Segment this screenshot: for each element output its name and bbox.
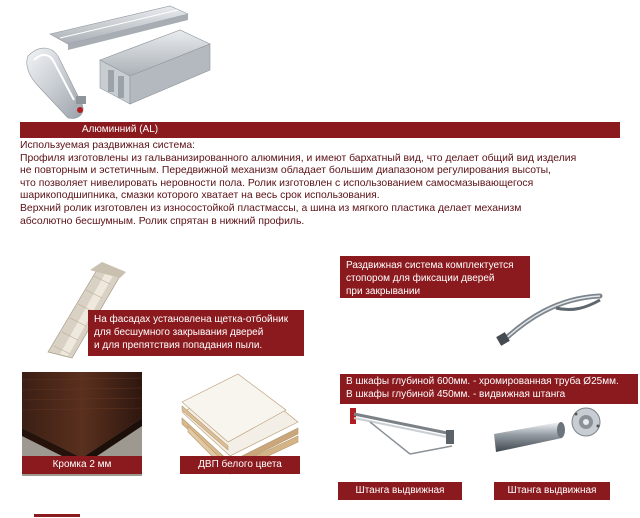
profile-description	[20, 140, 620, 228]
product-caption-rod-1: Штанга выдвижная	[338, 482, 462, 500]
brush-callout-line: для бесшумного закрывания дверей	[94, 327, 264, 338]
decorative-divider	[34, 514, 80, 517]
intro-line: не повторным и эстетичным. Передвижной механизм обладает большим диапазоном регулирования высоты,	[20, 165, 551, 177]
stopper-callout-line: при закрывании	[346, 286, 421, 297]
intro-line: шарикоподшипника, смазки которого хватает на весь срок использования.	[20, 190, 380, 202]
intro-line: Используемая раздвижная система:	[20, 140, 196, 151]
stopper-callout-line: стопором для фиксации дверей	[346, 273, 495, 284]
intro-line: Профиля изготовлены из гальванизированного алюминия, и имеют бархатный вид, что делает общий вид изделия	[20, 152, 577, 164]
brush-callout-line: На фасадах установлена щетка-отбойник	[94, 314, 289, 325]
intro-line: что позволяет нивелировать неровности пола. Ролик изготовлен с использованием самосмазывающегося	[20, 177, 534, 189]
stopper-image	[496, 290, 608, 346]
product-caption-edge: Кромка 2 мм	[22, 456, 142, 474]
pullout-rod-image	[340, 404, 464, 460]
intro-line: абсолютно бесшумным. Ролик спрятан в нижний профиль.	[20, 215, 305, 227]
rod-callout-line: В шкафы глубиной 450мм. - видвижная штанга	[346, 388, 566, 400]
rod-callout-line: В шкафы глубиной 600мм. - хромированная труба Ø25мм.	[346, 376, 619, 387]
rod-callout	[340, 374, 638, 404]
product-caption-rod-2: Штанга выдвижная	[494, 482, 610, 500]
product-caption-fiberboard: ДВП белого цвета	[180, 456, 300, 474]
chrome-tube-image	[494, 404, 610, 468]
profile-section-title: Алюминний (AL)	[81, 124, 159, 135]
brush-callout	[88, 310, 304, 356]
aluminium-profiles-image	[20, 0, 220, 122]
brush-callout-line: и для препятствия попадания пыли.	[94, 340, 263, 351]
profile-section-title-bar	[20, 122, 620, 138]
intro-line: Верхний ролик изготовлен из износостойкой пластмассы, а шина из мягкого пластика делает механизм	[20, 202, 522, 214]
stopper-callout-line: Раздвижная система комплектуется	[346, 260, 514, 271]
